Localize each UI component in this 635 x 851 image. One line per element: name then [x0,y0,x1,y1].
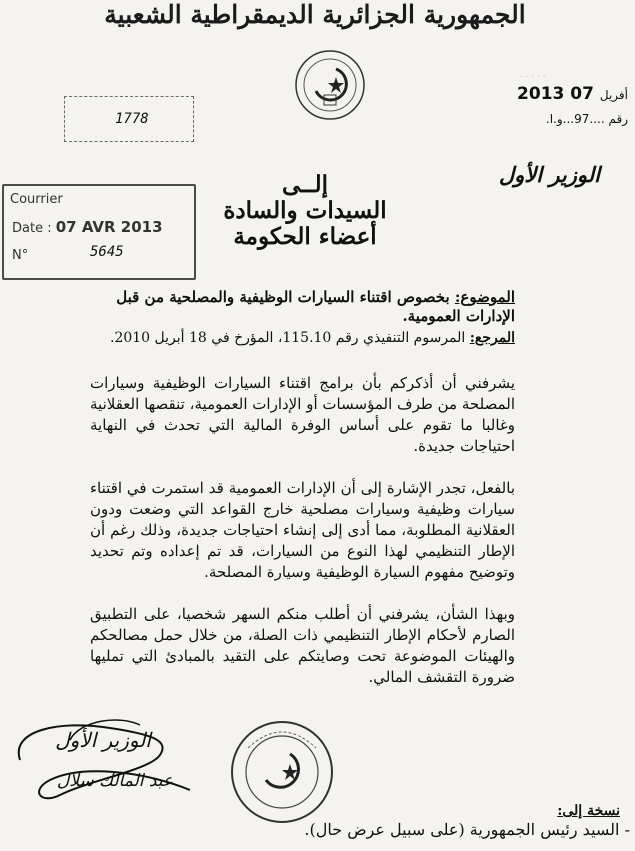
subject-line [90,288,515,326]
number-value: ....97...و.ا. [545,112,605,126]
date-year: 2013 [517,84,565,104]
courier-number-label: N° [12,248,29,263]
reference-text: المرسوم التنفيذي رقم 115.10، المؤرخ في 18 أبريل 2010. [109,330,466,346]
bleed-through-text: . . . . . [520,70,546,80]
official-seal-icon [228,718,336,826]
sender-title: الوزير الأول [498,162,600,187]
addressee-line: السيدات والسادة [223,197,387,224]
courier-label: Courrier [10,192,63,207]
page-header: الجمهورية الجزائرية الديمقراطية الشعبية [104,0,526,29]
registration-number: 1778 [115,111,149,127]
state-emblem-icon [292,47,368,123]
addressee-to: إلــى [281,171,329,198]
handwritten-signature-icon [0,700,220,820]
addressee-line: أعضاء الحكومة [233,223,377,250]
date-day: 07 [570,84,594,104]
courier-date: 07 AVR 2013 [55,218,163,236]
number-label: رقم [608,112,628,126]
registration-stamp [64,96,194,142]
courier-stamp [2,184,196,280]
courier-date-row: Date : 07 AVR 2013 [12,218,163,236]
copy-to-label: نسخة إلى: [557,803,620,819]
body-paragraph: بالفعل، تجدر الإشارة إلى أن الإدارات العمومية قد استمرت في اقتناء سيارات وظيفية وسيارات مصلحية خارج القواعد التي وضعت ودون العقلانية المطلوبة، مما أدى إلى إنشاء احتياجات جديدة، وذلك رغم أن الإطار التنظيمي لهذا النوع من السيارات، قد تم إعداده وتم تحديد وتوضيح مفهوم السيارة الوظيفية وسيارة المصلحة. [90,479,515,581]
date-month: أفريل [599,88,628,102]
body-paragraph: يشرفني أن أذكركم بأن برامج اقتناء السيارات الوظيفية وسيارات المصلحة من طرف المؤسسات أو الإدارات العمومية، تنقصها العقلانية وغالبا ما تقوم على أساس الوفرة المالية التي تحدث في النهاية احتياجات جديدة. [90,374,515,455]
letter-number [488,112,628,126]
courier-number: 5645 [90,244,124,260]
body-paragraph: وبهذا الشأن، يشرفني أن أطلب منكم السهر شخصيا، على التطبيق الصارم لأحكام الإطار التنظيمي ذات الصلة، من خلال حمل مصالحكم والهيئات الموضوعة تحت وصايتكم على التقيد بالمبادئ التي تمليها ضرورة التقشف المالي. [90,605,515,686]
addressee-block [190,172,420,250]
courier-date-label: Date [12,221,44,236]
subject-text: بخصوص اقتناء السيارات الوظيفية والمصلحية من قبل الإدارات العمومية. [116,288,515,325]
signer-title: الوزير الأول [55,728,151,752]
subject-label: الموضوع: [454,288,515,306]
copy-to-recipient: - السيد رئيس الجمهورية (على سبيل عرض حال). [304,820,630,839]
reference-line [90,329,515,347]
letter-date [488,84,628,104]
signer-name: عبد المالك سلال [56,771,174,791]
reference-label: المرجع: [469,330,515,346]
